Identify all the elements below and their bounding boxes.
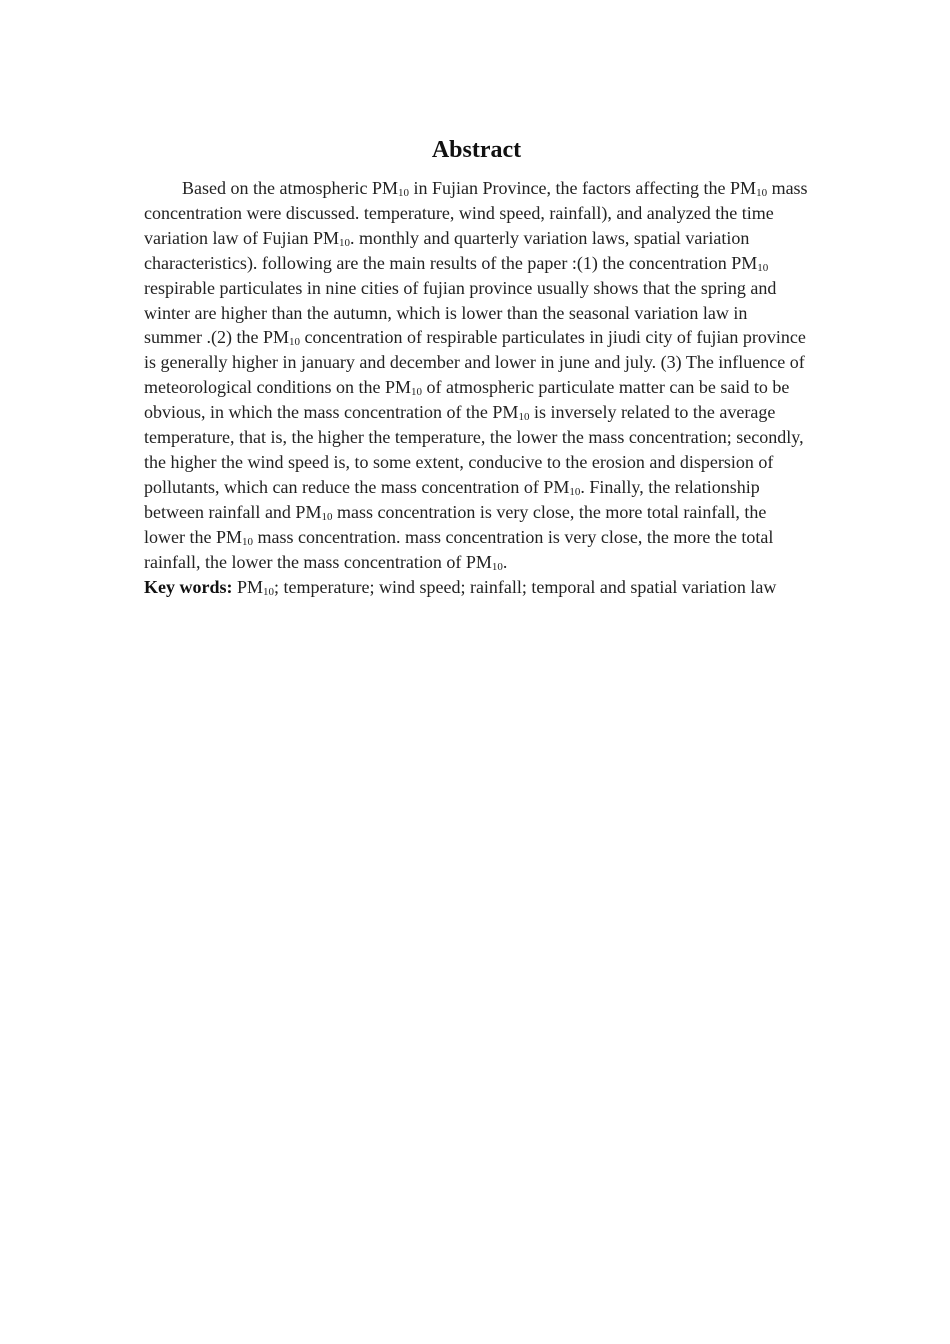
document-page <box>144 136 809 599</box>
subscript-10: 10 <box>757 261 769 274</box>
keywords-text <box>233 577 777 597</box>
subscript-10: 10 <box>491 560 503 573</box>
text-run: ; temperature; wind speed; rainfall; temporal and spatial variation law <box>274 576 777 597</box>
text-run: in Fujian Province, the factors affecting the PM <box>408 178 757 198</box>
subscript-10: 10 <box>321 510 333 523</box>
text-run: Based on the atmospheric PM <box>182 178 398 198</box>
subscript-10: 10 <box>338 236 350 249</box>
keywords-label: Key words: <box>144 576 233 597</box>
keywords-line <box>144 575 809 600</box>
text-run: is inversely related to the average temperature, that is, the higher the temperature, the lower the mass concentration; secondly, the higher the wind speed is, to some extent, conducive to the erosion and dispersion of pollutants, which can reduce the mass concentration of PM <box>144 402 804 497</box>
subscript-10: 10 <box>756 187 768 199</box>
subscript-10: 10 <box>410 386 422 399</box>
text-run: respirable particulates in nine cities of fujian province usually shows that the spring and winter are higher than the autumn, which is lower than the seasonal variation law in summer .(2) the PM <box>144 277 777 348</box>
subscript-10: 10 <box>397 187 409 199</box>
text-run: mass concentration is very close, the more total rainfall, the lower the PM <box>144 501 767 547</box>
subscript-10: 10 <box>288 336 300 349</box>
text-run: mass concentration. mass concentration is very close, the more the total rainfall, the lower the mass concentration of PM <box>144 526 774 572</box>
abstract-title: Abstract <box>431 137 522 163</box>
text-run: mass concentration were discussed. temperature, wind speed, rainfall), and analyzed the time variation law of Fujian PM <box>144 178 808 248</box>
subscript-10: 10 <box>263 585 275 598</box>
text-run: concentration of respirable particulates in jiudi city of fujian province is generally higher in january and december and lower in june and july. (3) The influence of meteorological conditions on the PM <box>144 327 806 398</box>
subscript-10: 10 <box>518 411 530 424</box>
text-run: . monthly and quarterly variation laws, spatial variation characteristics). following are the main results of the paper :(1) the concentration PM <box>144 227 758 273</box>
text-run: of atmospheric particulate matter can be said to be obvious, in which the mass concentration of the PM <box>144 377 790 423</box>
subscript-10: 10 <box>569 485 581 498</box>
abstract-body <box>144 176 809 575</box>
text-run: . Finally, the relationship between rainfall and PM <box>144 476 760 522</box>
text-run: PM <box>232 576 264 597</box>
text-run: . <box>502 551 508 572</box>
subscript-10: 10 <box>242 535 253 548</box>
